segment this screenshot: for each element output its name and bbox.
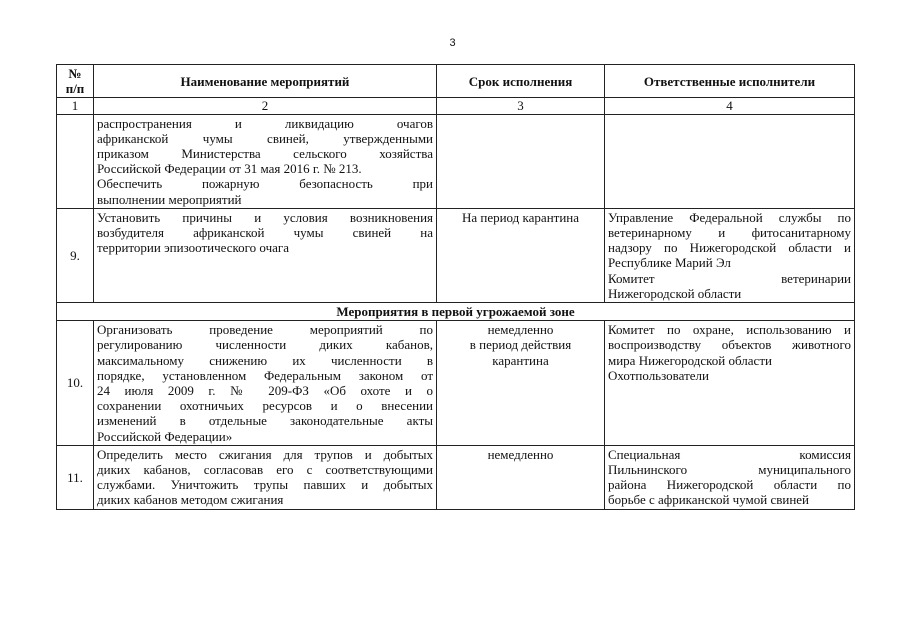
page-number: 3 [449, 37, 456, 49]
measure-text-line: территории эпизоотического очага [97, 240, 289, 256]
measure-text-line: порядке, установленном Федеральным законом от [97, 367, 433, 383]
measures-table [56, 64, 855, 510]
responsible-cell [605, 321, 855, 446]
header-number [57, 65, 94, 98]
column-index: 3 [437, 98, 605, 114]
responsible-text-line: ветеринарному и фитосанитарному [608, 225, 851, 241]
header-measures: Наименование мероприятий [94, 65, 437, 98]
measure-text-line: службами. Уничтожить трупы павших и добытых [97, 477, 433, 493]
responsible-cell [605, 208, 855, 302]
row-number: 10. [57, 321, 94, 446]
row-number [57, 114, 94, 208]
table-row [57, 208, 855, 302]
measure-text-line: 24 июля 2009 г. № 209-ФЗ «Об охоте и о [97, 383, 433, 399]
responsible-text-line: Нижегородской области [608, 285, 742, 301]
section-row [57, 303, 855, 321]
measure-description [94, 321, 437, 446]
responsible-cell [605, 445, 855, 509]
table-row [57, 445, 855, 509]
header-number-line1: № [68, 66, 82, 81]
measure-text-line: выполнении мероприятий [97, 191, 242, 207]
measure-text-line: максимальному снижению их численности в [97, 352, 433, 368]
column-index: 2 [94, 98, 437, 114]
responsible-text-line: Охотпользователи [608, 367, 709, 383]
header-term: Срок исполнения [437, 65, 605, 98]
measure-text-line: регулированию численности диких кабанов, [97, 337, 433, 353]
row-number: 11. [57, 445, 94, 509]
term-cell [437, 445, 605, 509]
term-text-line: немедленно [487, 322, 554, 338]
responsible-text-line: Комитет ветеринарии [608, 270, 851, 286]
responsible-text-line: Специальная комиссия [608, 446, 851, 462]
measure-text-line: Организовать проведение мероприятий по [97, 322, 433, 338]
measure-text-line: приказом Министерства сельского хозяйства [97, 146, 433, 162]
term-text-line: На период карантина [461, 209, 580, 225]
table-header-row [57, 65, 855, 98]
term-text-line: немедленно [487, 446, 554, 462]
term-cell [437, 114, 605, 208]
responsible-text-line: воспроизводству объектов животного [608, 337, 851, 353]
measure-description [94, 114, 437, 208]
column-index: 1 [57, 98, 94, 114]
responsible-text-line: Комитет по охране, использованию и [608, 322, 851, 338]
responsible-text-line: мира Нижегородской области [608, 352, 772, 368]
measure-text-line: Российской Федерации от 31 мая 2016 г. № 213. [97, 161, 362, 177]
responsible-text-line: борьбе с африканской чумой свиней [608, 492, 810, 508]
table-body-upper [57, 114, 855, 302]
measure-text-line: Установить причины и условия возникновения [97, 209, 433, 225]
row-number: 9. [57, 208, 94, 302]
term-cell [437, 321, 605, 446]
responsible-text-line: района Нижегородской области по [608, 477, 851, 493]
table-row [57, 114, 855, 208]
measure-text-line: сохранении охотничьих ресурсов и о внесении [97, 398, 433, 414]
measure-text-line: Обеспечить пожарную безопасность при [97, 176, 433, 192]
responsible-text-line: Управление Федеральной службы по [608, 209, 851, 225]
measure-text-line: изменений в отдельные законодательные акты [97, 413, 433, 429]
measure-text-line: Определить место сжигания для трупов и добытых [97, 446, 433, 462]
column-index: 4 [605, 98, 855, 114]
measure-text-line: возбудителя африканской чумы свиней на [97, 225, 433, 241]
responsible-cell [605, 114, 855, 208]
section-title: Мероприятия в первой угрожаемой зоне [57, 303, 855, 321]
responsible-text-line: надзору по Нижегородской области и [608, 240, 851, 256]
measure-text-line: африканской чумы свиней, утвержденными [97, 130, 433, 146]
term-text-line: карантина [492, 352, 549, 368]
responsible-text-line: Республике Марий Эл [608, 255, 731, 271]
header-responsible: Ответственные исполнители [605, 65, 855, 98]
measure-text-line: Российской Федерации» [97, 428, 233, 444]
measure-text-line: диких кабанов методом сжигания [97, 492, 284, 508]
header-number-line2: п/п [65, 81, 85, 97]
responsible-text-line: Пильнинского муниципального [608, 462, 851, 478]
measure-description [94, 208, 437, 302]
term-text-line: в период действия [469, 337, 572, 353]
table-row [57, 321, 855, 446]
term-cell [437, 208, 605, 302]
measure-text-line: распространения и ликвидацию очагов [97, 115, 433, 131]
table-body-lower [57, 321, 855, 509]
measure-description [94, 445, 437, 509]
column-index-row [57, 98, 855, 114]
measure-text-line: диких кабанов, согласовав его с соответствующими [97, 462, 433, 478]
